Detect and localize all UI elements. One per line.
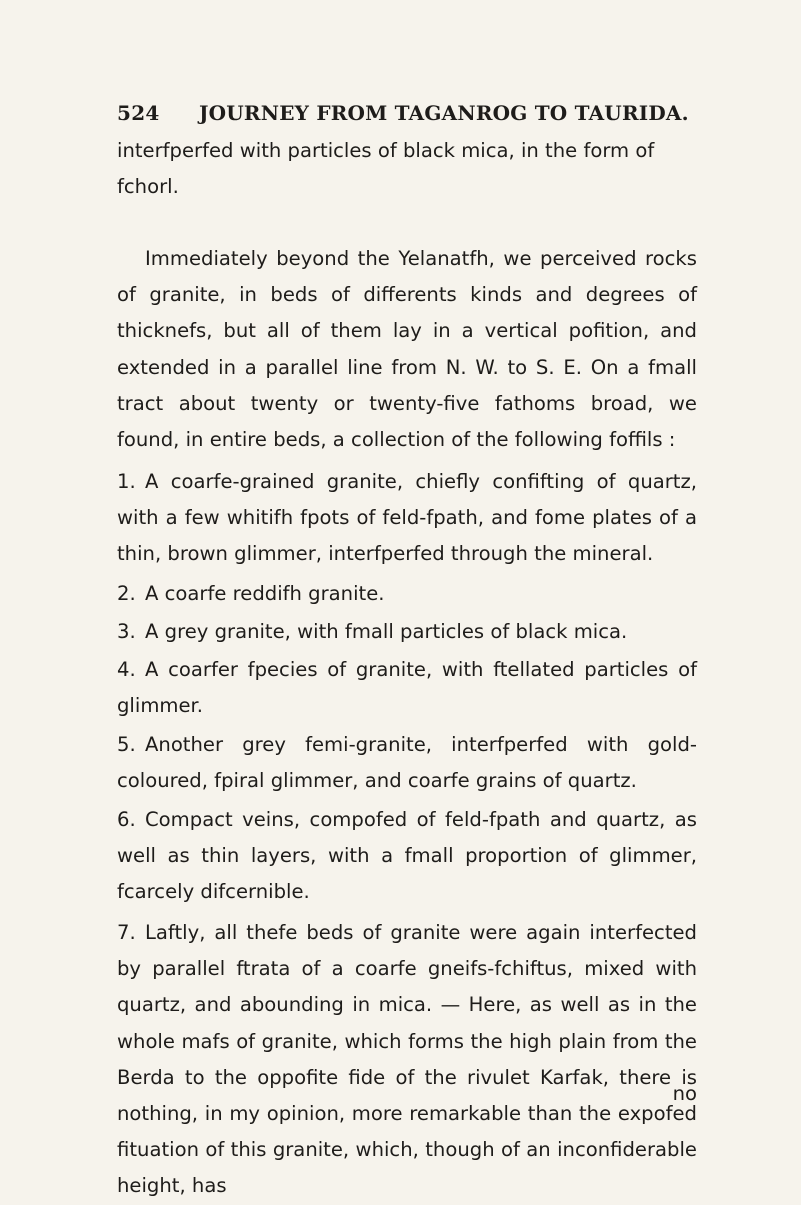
list-item-text: Another grey femi-granite, interfperfed with gold-coloured, fpiral glimmer, and coarfe grains of quartz. bbox=[117, 733, 697, 793]
list-item-number: 5. bbox=[117, 733, 136, 756]
list-item-number: 7. bbox=[117, 921, 136, 944]
page-number: 524 bbox=[117, 101, 160, 125]
running-title: JOURNEY FROM TAGANROG TO TAURIDA. bbox=[199, 101, 689, 125]
list-item-text: A grey granite, with fmall particles of black mica. bbox=[145, 620, 628, 643]
list-item-text: A coarfe-grained granite, chiefly confifting of quartz, with a few whitifh fpots of feld-fpath, and fome plates of a thin, brown glimmer, interfperfed through the mineral. bbox=[117, 470, 697, 566]
list-item bbox=[117, 802, 697, 911]
list-item-number: 1. bbox=[117, 470, 136, 493]
list-item bbox=[117, 576, 697, 612]
list-item-text: Compact veins, compofed of feld-fpath and quartz, as well as thin layers, with a fmall proportion of glimmer, fcarcely difcernible. bbox=[117, 808, 697, 904]
catchword: no bbox=[672, 1082, 697, 1105]
list-item-number: 3. bbox=[117, 620, 136, 643]
list-item bbox=[117, 652, 697, 724]
paragraph-continuation: interfperfed with particles of black mica, in the form of fchorl. bbox=[117, 139, 655, 199]
list-item bbox=[117, 614, 697, 650]
list-item-text: A coarfe reddifh granite. bbox=[145, 582, 385, 605]
list-item-number: 6. bbox=[117, 808, 136, 831]
list-item bbox=[117, 464, 697, 573]
list-item-text: Laftly, all thefe beds of granite were again interfected by parallel ftrata of a coarfe gneifs-fchiftus, mixed with quartz, and abounding in mica. — Here, as well as in the whole mafs of granite, which forms the high plain from the Berda to the oppofite fide of the rivulet Karfak, there is nothing, in my opinion, more remarkable than the expofed fituation of this granite, which, though of an inconfiderable height, has bbox=[117, 921, 697, 1198]
body-text-2 bbox=[117, 241, 697, 458]
list-item-number: 4. bbox=[117, 658, 136, 681]
running-header bbox=[117, 101, 697, 135]
list-item-text: A coarfer fpecies of granite, with ftellated particles of glimmer. bbox=[117, 658, 697, 718]
list-item bbox=[117, 727, 697, 799]
list-item-number: 2. bbox=[117, 582, 136, 605]
paragraph-granite-beds: Immediately beyond the Yelanatfh, we perceived rocks of granite, in beds of differents kinds and degrees of thicknefs, but all of them lay in a vertical pofition, and extended in a parallel line from N. W. to S. E. On a fmall tract about twenty or twenty-five fathoms broad, we found, in entire beds, a collection of the following foffils : bbox=[117, 247, 697, 452]
body-text bbox=[117, 133, 697, 205]
list-item bbox=[117, 915, 697, 1205]
